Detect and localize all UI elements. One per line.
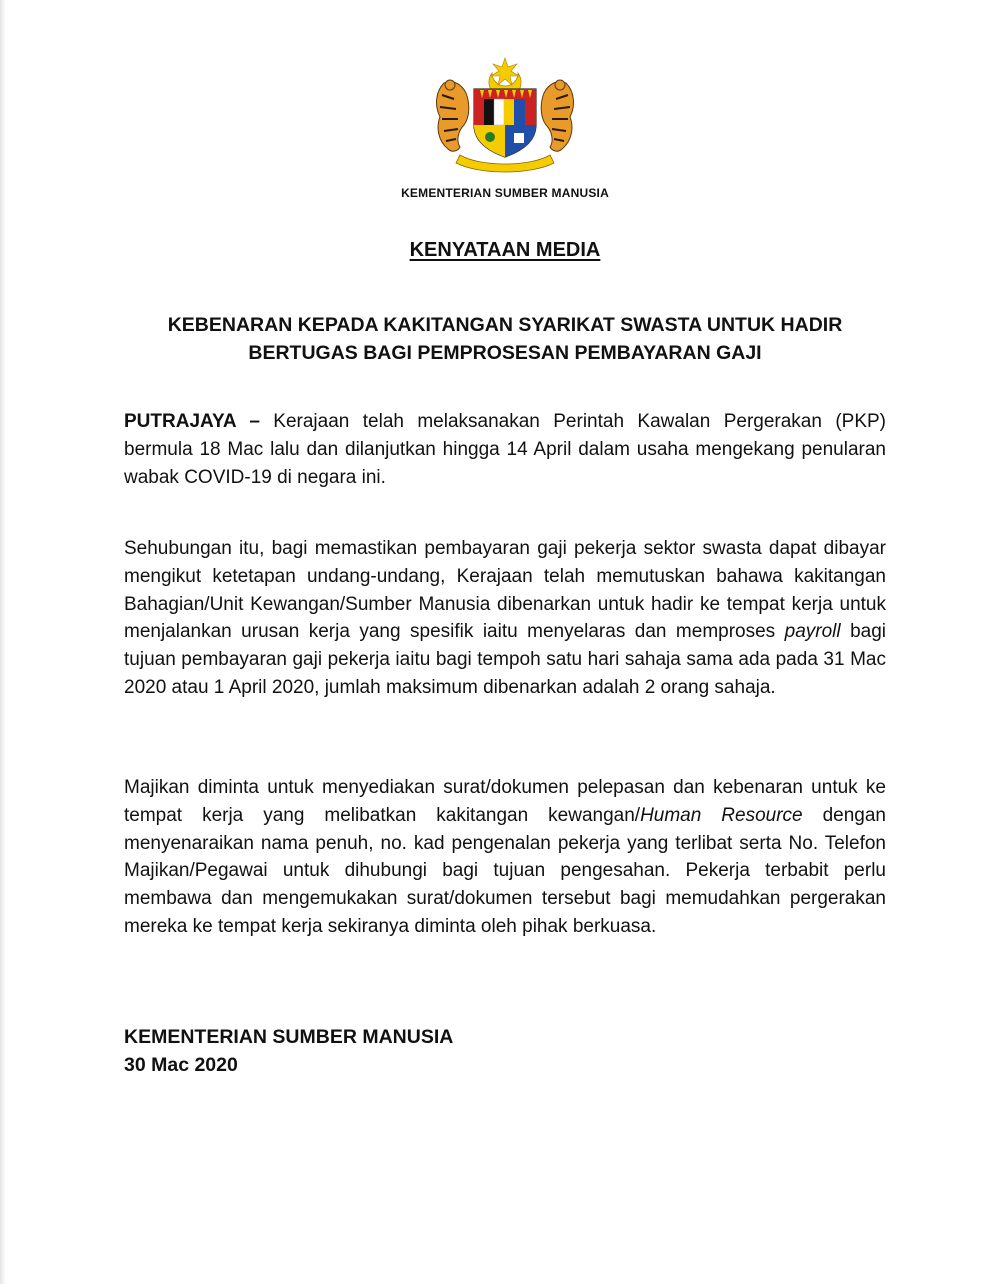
paragraph-1-text: Kerajaan telah melaksanakan Perintah Kawalan Pergerakan (PKP) bermula 18 Mac lalu dan dilanjutkan hingga 14 April dalam usaha mengekang penularan wabak COVID-19 di negara ini. — [124, 411, 887, 488]
paragraph-2 — [124, 535, 886, 702]
paragraph-1-dateline: PUTRAJAYA – — [124, 411, 260, 432]
headline — [100, 311, 910, 367]
paragraph-2-italic: payroll — [784, 621, 841, 643]
headline-line-2: BERTUGAS BAGI PEMPROSESAN PEMBAYARAN GAJI — [248, 342, 762, 364]
signoff-date: 30 Mac 2020 — [124, 1054, 238, 1076]
paragraph-3-text-b: dengan menyenaraikan nama penuh, no. kad pengenalan pekerja yang terlibat serta No. Telefon Majikan/Pegawai untuk dihubungi bagi tujuan pengesahan. Pekerja terbabit perlu membawa dan mengemukakan surat/dokumen tersebut bagi memudahkan pergerakan mereka ke tempat kerja sekiranya diminta oleh pihak berkuasa. — [124, 804, 886, 937]
paragraph-2-text-a: Sehubungan itu, bagi memastikan pembayaran gaji pekerja sektor swasta dapat dibayar mengikut ketetapan undang-undang, Kerajaan telah memutuskan bahawa kakitangan Bahagian/Unit Kewangan/Sumber Manusia dibenarkan untuk hadir ke tempat kerja untuk menjalankan urusan kerja yang spesifik iaitu menyelaras dan memproses — [124, 538, 886, 643]
signoff — [124, 1023, 453, 1079]
ministry-header: KEMENTERIAN SUMBER MANUSIA — [401, 186, 609, 200]
signoff-ministry: KEMENTERIAN SUMBER MANUSIA — [124, 1026, 454, 1048]
headline-line-1: KEBENARAN KEPADA KAKITANGAN SYARIKAT SWASTA UNTUK HADIR — [167, 314, 843, 336]
paragraph-3-italic: Human Resource — [640, 804, 803, 826]
document-type-title: KENYATAAN MEDIA — [409, 239, 601, 261]
paragraph-3-text-a: Majikan diminta untuk menyediakan surat/dokumen pelepasan dan kebenaran untuk ke tempat kerja yang melibatkan kakitangan kewangan/ — [124, 777, 886, 826]
paragraph-1 — [124, 408, 886, 491]
coat-of-arms-icon — [430, 55, 580, 175]
paragraph-3 — [124, 774, 886, 941]
paragraph-2-text-b: bagi tujuan pembayaran gaji pekerja iaitu bagi tempoh satu hari sahaja sama ada pada 31 Mac 2020 atau 1 April 2020, jumlah maksimum dibenarkan adalah 2 orang sahaja. — [124, 621, 886, 698]
